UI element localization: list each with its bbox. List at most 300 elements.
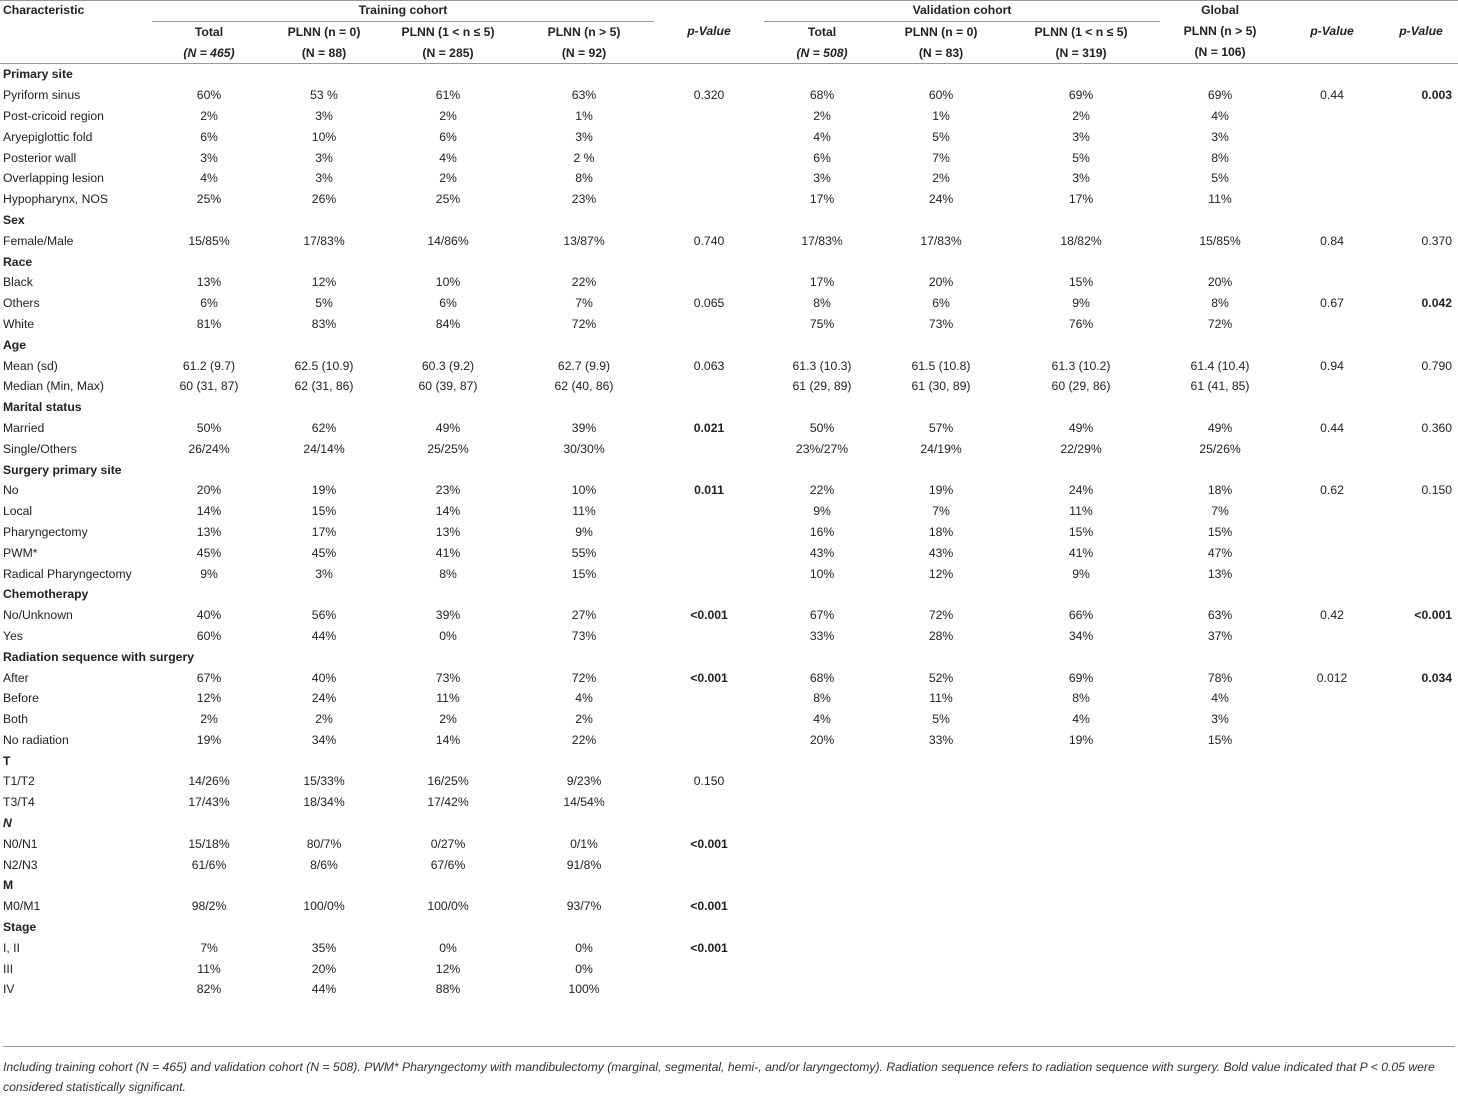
- table-cell: 68%: [809, 88, 835, 103]
- section-label: Chemotherapy: [3, 587, 89, 602]
- table-cell: [880, 792, 1002, 813]
- table-cell: [1280, 127, 1384, 148]
- table-cell: 23%/27%: [795, 441, 849, 456]
- table-row: [0, 376, 1458, 397]
- table-cell: 3%: [1211, 129, 1229, 144]
- table-cell: 5%: [1211, 171, 1229, 186]
- table-cell: 22/29%: [1060, 441, 1102, 456]
- table-cell: 22%: [571, 732, 597, 747]
- table-cell: 45%: [311, 545, 337, 560]
- table-cell: 9%: [200, 566, 218, 581]
- row-label: Hypopharynx, NOS: [3, 192, 108, 207]
- table-cell: 0.44: [1320, 88, 1344, 103]
- row-label: T3/T4: [3, 795, 35, 810]
- table-cell: 82%: [196, 982, 222, 997]
- table-cell: 37%: [1207, 628, 1233, 643]
- table-cell: 17%: [1068, 192, 1094, 207]
- table-cell: 0%: [439, 940, 457, 955]
- table-cell: 0%: [575, 940, 593, 955]
- table-cell: 69%: [1207, 88, 1233, 103]
- table-cell: 20%: [311, 961, 337, 976]
- table-cell: 11%: [1069, 504, 1093, 519]
- table-cell: [1160, 834, 1280, 855]
- table-cell: 0.790: [1421, 358, 1453, 373]
- table-cell: [764, 771, 880, 792]
- table-row: [0, 501, 1458, 522]
- table-cell: 55%: [571, 545, 597, 560]
- table-cell: 8%: [575, 171, 593, 186]
- table-row: [0, 938, 1458, 959]
- header-group-row: [0, 0, 1458, 21]
- table-row: [0, 959, 1458, 980]
- row-label: III: [3, 961, 14, 976]
- table-cell: 8%: [1211, 296, 1229, 311]
- row-label: Aryepiglottic fold: [3, 129, 93, 144]
- table-cell: [1002, 834, 1160, 855]
- table-row: [0, 314, 1458, 335]
- table-cell: [654, 522, 764, 543]
- table-cell: 0.150: [1421, 483, 1453, 498]
- section-spacer: [152, 584, 1458, 605]
- section-row: [0, 875, 1458, 896]
- table-cell: 15%: [1207, 524, 1233, 539]
- table-cell: 63%: [571, 88, 597, 103]
- table-cell: 22%: [809, 483, 835, 498]
- table-cell: 4%: [813, 129, 831, 144]
- table-cell: 72%: [571, 670, 597, 685]
- row-label: Female/Male: [3, 233, 74, 248]
- table-cell: 60.3 (9.2): [421, 358, 475, 373]
- section-label: N: [3, 816, 12, 831]
- table-cell: 1%: [932, 108, 950, 123]
- header-col-val-total: Total (N = 508): [764, 21, 880, 64]
- table-cell: [1384, 979, 1458, 1000]
- table-cell: 14%: [435, 504, 461, 519]
- table-cell: 61 (30, 89): [911, 379, 971, 394]
- table-cell: [1160, 855, 1280, 876]
- section-spacer: [152, 875, 1458, 896]
- table-cell: [1384, 439, 1458, 460]
- table-cell: 4%: [1072, 712, 1090, 727]
- table-cell: [764, 792, 880, 813]
- table-cell: 22%: [571, 275, 597, 290]
- header-validation-cohort: Validation cohort: [764, 0, 1160, 21]
- table-cell: 61.3 (10.2): [1051, 358, 1111, 373]
- table-cell: [1384, 626, 1458, 647]
- table-cell: 3%: [1072, 129, 1090, 144]
- table-cell: 4%: [575, 691, 593, 706]
- table-cell: [1002, 938, 1160, 959]
- table-cell: 12%: [435, 961, 461, 976]
- section-label: Surgery primary site: [3, 462, 122, 477]
- table-cell: 8%: [1072, 691, 1090, 706]
- table-cell: 3%: [315, 171, 333, 186]
- table-cell: [654, 855, 764, 876]
- table-cell: 76%: [1068, 316, 1094, 331]
- section-row: [0, 584, 1458, 605]
- table-cell: 11%: [572, 504, 596, 519]
- table-cell: 61.5 (10.8): [911, 358, 971, 373]
- table-cell: [1384, 314, 1458, 335]
- table-cell: 2%: [813, 108, 831, 123]
- table-cell: 61.4 (10.4): [1190, 358, 1250, 373]
- table-cell: [1280, 855, 1384, 876]
- table-cell: [1280, 938, 1384, 959]
- table-cell: 20%: [196, 483, 222, 498]
- table-cell: 2%: [439, 108, 457, 123]
- row-label: No: [3, 483, 19, 498]
- table-cell: 6%: [439, 296, 457, 311]
- table-cell: 2%: [200, 108, 218, 123]
- table-row: [0, 522, 1458, 543]
- table-cell: 0/1%: [570, 836, 598, 851]
- table-cell: 6%: [200, 129, 218, 144]
- table-cell: 62 (40, 86): [554, 379, 614, 394]
- table-cell: <0.001: [1414, 608, 1453, 623]
- table-cell: [1160, 792, 1280, 813]
- row-label: N2/N3: [3, 857, 38, 872]
- table-cell: [1002, 792, 1160, 813]
- section-spacer: [152, 917, 1458, 938]
- table-cell: 62 (31, 86): [294, 379, 354, 394]
- table-row: [0, 106, 1458, 127]
- row-label: PWM*: [3, 545, 38, 560]
- table-cell: 73%: [435, 670, 461, 685]
- table-cell: [1280, 709, 1384, 730]
- table-cell: [1384, 543, 1458, 564]
- table-cell: 9%: [1072, 566, 1090, 581]
- table-cell: [654, 189, 764, 210]
- table-cell: 18%: [928, 524, 954, 539]
- table-row: [0, 231, 1458, 252]
- table-cell: 17%: [809, 275, 835, 290]
- table-cell: 53 %: [310, 88, 338, 103]
- table-cell: 2 %: [573, 150, 595, 165]
- table-cell: [764, 834, 880, 855]
- table-cell: 18/82%: [1060, 233, 1102, 248]
- table-cell: 14/26%: [188, 774, 230, 789]
- table-cell: [1384, 106, 1458, 127]
- row-label: No/Unknown: [3, 608, 73, 623]
- table-cell: 0.740: [693, 233, 725, 248]
- table-cell: 11%: [436, 691, 460, 706]
- table-cell: 60%: [196, 88, 222, 103]
- header-training-cohort: Training cohort: [152, 0, 654, 21]
- section-label: Radiation sequence with surgery: [3, 649, 194, 664]
- table-cell: 61.2 (9.7): [182, 358, 236, 373]
- table-cell: 30/30%: [563, 441, 605, 456]
- table-row: [0, 148, 1458, 169]
- table-cell: 5%: [315, 296, 333, 311]
- table-cell: [1280, 522, 1384, 543]
- table-cell: [1002, 771, 1160, 792]
- table-cell: [1280, 168, 1384, 189]
- table-cell: [1280, 834, 1384, 855]
- table-cell: 8%: [813, 691, 831, 706]
- section-label: Primary site: [3, 67, 73, 82]
- table-cell: 13%: [196, 275, 222, 290]
- table-cell: 25%: [435, 192, 461, 207]
- table-cell: [764, 938, 880, 959]
- table-cell: [1384, 959, 1458, 980]
- table-cell: 15/85%: [188, 233, 230, 248]
- table-cell: 15/85%: [1199, 233, 1241, 248]
- section-spacer: [152, 397, 1458, 418]
- table-cell: [1384, 127, 1458, 148]
- table-cell: 11%: [929, 691, 953, 706]
- table-cell: [880, 834, 1002, 855]
- table-cell: [1384, 564, 1458, 585]
- table-cell: 25/25%: [427, 441, 469, 456]
- table-cell: 15/18%: [188, 836, 230, 851]
- table-body: [0, 64, 1458, 1000]
- table-cell: [1384, 855, 1458, 876]
- table-cell: [1384, 376, 1458, 397]
- table-cell: 39%: [571, 420, 597, 435]
- table-cell: 0.150: [693, 774, 725, 789]
- table-cell: 9%: [575, 524, 593, 539]
- table-cell: 19%: [1068, 732, 1094, 747]
- table-cell: 13%: [196, 524, 222, 539]
- table-cell: [1280, 730, 1384, 751]
- table-cell: [1280, 314, 1384, 335]
- table-cell: 24%: [311, 691, 337, 706]
- table-cell: 44%: [311, 628, 337, 643]
- table-cell: [654, 106, 764, 127]
- table-cell: [1384, 501, 1458, 522]
- table-cell: 17/83%: [801, 233, 843, 248]
- row-label: M0/M1: [3, 899, 41, 914]
- section-label: T: [3, 753, 11, 768]
- table-cell: 63%: [1207, 608, 1233, 623]
- table-cell: 19%: [196, 732, 222, 747]
- table-cell: 60 (31, 87): [179, 379, 239, 394]
- row-label: N0/N1: [3, 836, 38, 851]
- table-cell: [654, 314, 764, 335]
- table-cell: 3%: [1072, 171, 1090, 186]
- table-cell: 61 (29, 89): [792, 379, 852, 394]
- table-cell: 0.003: [1421, 88, 1453, 103]
- table-row: [0, 688, 1458, 709]
- table-cell: [1280, 979, 1384, 1000]
- table-cell: 23%: [435, 483, 461, 498]
- section-label: Age: [3, 337, 27, 352]
- table-cell: 91/8%: [566, 857, 602, 872]
- table-cell: [1384, 522, 1458, 543]
- table-cell: 7%: [932, 504, 950, 519]
- table-cell: 12%: [196, 691, 222, 706]
- table-cell: [1160, 771, 1280, 792]
- table-row: [0, 896, 1458, 917]
- table-cell: [1160, 938, 1280, 959]
- table-cell: 0.042: [1421, 296, 1453, 311]
- table-cell: 27%: [571, 608, 597, 623]
- table-cell: 67%: [196, 670, 222, 685]
- table-cell: 4%: [813, 712, 831, 727]
- table-cell: 24%: [1068, 483, 1094, 498]
- table-cell: 4%: [1211, 108, 1229, 123]
- section-row: [0, 460, 1458, 481]
- table-cell: [880, 959, 1002, 980]
- header-col-train-plnn5: PLNN (n > 5) (N = 92): [514, 21, 654, 64]
- table-row: [0, 127, 1458, 148]
- table-cell: 12%: [311, 275, 337, 290]
- table-cell: 60 (39, 87): [418, 379, 478, 394]
- table-cell: 8/6%: [310, 857, 338, 872]
- table-cell: 14%: [196, 504, 222, 519]
- row-label: I, II: [3, 940, 20, 955]
- table-cell: 40%: [311, 670, 337, 685]
- row-label: Median (Min, Max): [3, 379, 104, 394]
- table-row: [0, 834, 1458, 855]
- table-cell: [880, 896, 1002, 917]
- table-cell: 67%: [809, 608, 835, 623]
- table-cell: 10%: [311, 129, 337, 144]
- table-cell: 61%: [435, 88, 461, 103]
- row-label: Overlapping lesion: [3, 171, 104, 186]
- section-row: [0, 210, 1458, 231]
- table-cell: 3%: [575, 129, 593, 144]
- table-cell: 3%: [813, 171, 831, 186]
- table-cell: 33%: [809, 628, 835, 643]
- table-cell: <0.001: [690, 608, 728, 623]
- table-cell: 81%: [196, 316, 222, 331]
- section-spacer: [152, 335, 1458, 356]
- table-cell: 61/6%: [191, 857, 227, 872]
- table-cell: 12%: [928, 566, 954, 581]
- table-cell: 49%: [435, 420, 461, 435]
- table-cell: 23%: [571, 192, 597, 207]
- table-cell: [1384, 168, 1458, 189]
- table-cell: 0.42: [1320, 608, 1344, 623]
- table-cell: 15%: [311, 504, 337, 519]
- header-col-train-plnn0: PLNN (n = 0) (N = 88): [266, 21, 382, 64]
- table-row: [0, 480, 1458, 501]
- table-cell: 0.84: [1320, 233, 1344, 248]
- table-cell: 52%: [928, 670, 954, 685]
- table-cell: 39%: [435, 608, 461, 623]
- table-row: [0, 439, 1458, 460]
- table-cell: 9%: [1072, 296, 1090, 311]
- table-cell: 35%: [311, 940, 337, 955]
- table-cell: [880, 979, 1002, 1000]
- table-cell: 72%: [928, 608, 954, 623]
- section-row: [0, 751, 1458, 772]
- table-cell: 8%: [813, 296, 831, 311]
- table-cell: [1002, 979, 1160, 1000]
- row-label: Post-cricoid region: [3, 108, 104, 123]
- section-spacer: [152, 751, 1458, 772]
- table-cell: 60%: [196, 628, 222, 643]
- table-cell: 45%: [196, 545, 222, 560]
- header-col-train-total: Total (N = 465): [152, 21, 266, 64]
- table-cell: 44%: [311, 982, 337, 997]
- table-cell: [1160, 896, 1280, 917]
- table-cell: 7%: [1211, 504, 1229, 519]
- table-cell: 84%: [435, 316, 461, 331]
- table-cell: [654, 272, 764, 293]
- table-cell: 24%: [928, 192, 954, 207]
- table-cell: <0.001: [690, 670, 728, 685]
- table-cell: 0.44: [1320, 420, 1344, 435]
- table-cell: 10%: [435, 275, 461, 290]
- table-cell: 43%: [928, 545, 954, 560]
- table-cell: 14/54%: [563, 795, 605, 810]
- table-row: [0, 293, 1458, 314]
- section-label: M: [3, 878, 14, 893]
- table-cell: [1384, 938, 1458, 959]
- table-cell: 47%: [1207, 545, 1233, 560]
- table-cell: [1384, 834, 1458, 855]
- table-cell: 15/33%: [303, 774, 345, 789]
- table-cell: 4%: [1211, 691, 1229, 706]
- table-cell: 72%: [1207, 316, 1233, 331]
- table-cell: [654, 792, 764, 813]
- section-row: [0, 397, 1458, 418]
- table-cell: [654, 626, 764, 647]
- row-label: Black: [3, 275, 33, 290]
- table-cell: 15%: [571, 566, 597, 581]
- table-cell: 26/24%: [188, 441, 230, 456]
- table-cell: [654, 127, 764, 148]
- header-col-train-pvalue: p-Value: [654, 21, 764, 64]
- table-cell: [1384, 709, 1458, 730]
- section-spacer: [152, 813, 1458, 834]
- section-row: [0, 647, 1458, 668]
- table-cell: 25/26%: [1199, 441, 1241, 456]
- table-cell: 66%: [1068, 608, 1094, 623]
- section-spacer: [152, 64, 1458, 85]
- table-cell: 15%: [1207, 732, 1233, 747]
- table-cell: [1280, 439, 1384, 460]
- table-cell: 49%: [1207, 420, 1233, 435]
- section-label: Sex: [3, 212, 25, 227]
- table-cell: 50%: [809, 420, 835, 435]
- table-cell: 1%: [575, 108, 593, 123]
- table-cell: 2%: [932, 171, 950, 186]
- table-header: [0, 0, 1458, 64]
- table-cell: 0.62: [1320, 483, 1344, 498]
- table-cell: 0.063: [693, 358, 725, 373]
- table-cell: 100/0%: [427, 899, 469, 914]
- table-cell: [1280, 959, 1384, 980]
- table-cell: 34%: [311, 732, 337, 747]
- table-cell: [1002, 855, 1160, 876]
- table-cell: 17%: [809, 192, 835, 207]
- table-cell: 18%: [1207, 483, 1233, 498]
- table-cell: [764, 979, 880, 1000]
- section-spacer: [152, 252, 1458, 273]
- table-cell: [1280, 626, 1384, 647]
- table-cell: 25%: [196, 192, 222, 207]
- table-cell: [654, 148, 764, 169]
- row-label: Married: [3, 420, 45, 435]
- table-cell: 20%: [928, 275, 954, 290]
- header-col-val-plnn1-5: PLNN (1 < n ≤ 5) (N = 319): [1002, 21, 1160, 64]
- header-col-train-plnn1-5: PLNN (1 < n ≤ 5) (N = 285): [382, 21, 514, 64]
- table-cell: 2%: [439, 171, 457, 186]
- row-label: Others: [3, 296, 40, 311]
- table-cell: 50%: [196, 420, 222, 435]
- table-row: [0, 168, 1458, 189]
- table-row: [0, 730, 1458, 751]
- section-row: [0, 64, 1458, 85]
- table-row: [0, 272, 1458, 293]
- table-cell: [1384, 148, 1458, 169]
- table-cell: 17%: [311, 524, 337, 539]
- table-cell: [880, 771, 1002, 792]
- table-cell: 0.370: [1421, 233, 1453, 248]
